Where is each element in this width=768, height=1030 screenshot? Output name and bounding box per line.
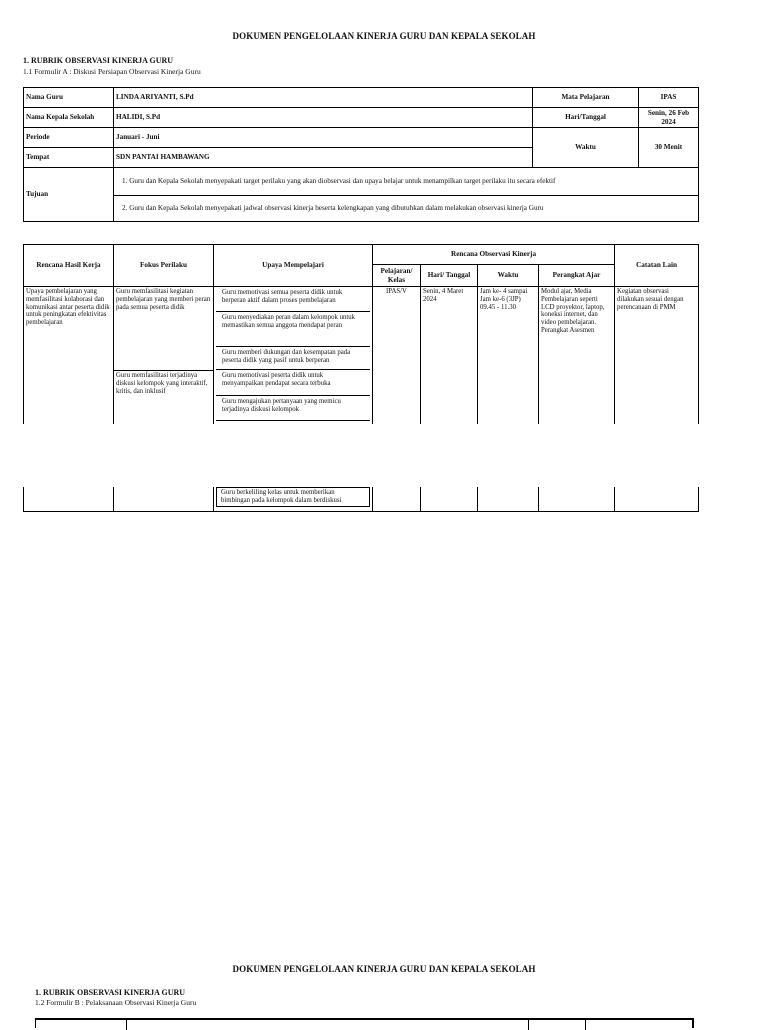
mapel-label: Mata Pelajaran — [533, 88, 639, 108]
tujuan-item-2: 2. Guru dan Kepala Sekolah menyepakati jadwal observasi kinerja beserta kelengkapan yang dibutuhkan dalam melakukan observasi kinerja Guru — [114, 196, 699, 222]
header-fokus: Fokus Perilaku — [114, 245, 214, 287]
hari-label: Hari/Tanggal — [533, 108, 639, 128]
header-perangkat: Perangkat Ajar — [539, 265, 615, 287]
nama-guru-value: LINDA ARIYANTI, S.Pd — [114, 88, 533, 108]
upaya-item-1: Guru memotivasi semua peserta didik untuk berperan aktif dalam proses pembelajaran — [216, 287, 370, 312]
upaya-item-4: Guru memotivasi peserta didik untuk menyampaikan pendapat secara terbuka — [216, 370, 370, 396]
fokus-item-2: Guru memfasilitasi terjadinya diskusi kelompok yang interaktif, kritis, dan inklusif — [116, 372, 208, 395]
perangkat-cell: Modul ajar, Media Pembelajaran seperti LCD proyektor, laptop, koneksi internet, dan video pembelajaran. Perangkat Asesmen — [539, 287, 615, 424]
kepala-value: HALIDI, S.Pd — [114, 108, 533, 128]
document-title: DOKUMEN PENGELOLAAN KINERJA GURU DAN KEPALA SEKOLAH — [232, 31, 536, 41]
section-heading-page2: 1. RUBRIK OBSERVASI KINERJA GURU — [35, 988, 186, 997]
subsection-heading: 1.1 Formulir A : Diskusi Persiapan Observasi Kinerja Guru — [23, 67, 201, 76]
header-waktu: Waktu — [478, 265, 539, 287]
upaya-item-5: Guru mengajukan pertanyaan yang memicu terjadinya diskusi kelompok — [216, 396, 370, 421]
kepala-label: Nama Kepala Sekolah — [24, 108, 114, 128]
upaya-item-3: Guru memberi dukungan dan kesempatan pada peserta didik yang pasif untuk berperan — [216, 347, 370, 370]
header-hari: Hari/ Tanggal — [421, 265, 478, 287]
info-table — [23, 87, 699, 222]
waktu-label: Waktu — [533, 128, 639, 168]
hari-cell: Senin, 4 Maret 2024 — [421, 287, 478, 424]
observation-plan-continuation — [23, 487, 699, 512]
header-upaya: Upaya Mempelajari — [214, 245, 373, 287]
periode-label: Periode — [24, 128, 114, 148]
observation-plan-table — [23, 244, 699, 424]
tempat-label: Tempat — [24, 148, 114, 168]
header-rencana-hasil: Rencana Hasil Kerja — [24, 245, 114, 287]
tujuan-label: Tujuan — [24, 168, 114, 222]
header-rencana-observasi: Rencana Observasi Kinerja — [373, 245, 615, 265]
header-catatan: Catatan Lain — [615, 245, 699, 287]
subsection-heading-page2: 1.2 Formulir B : Pelaksanaan Observasi Kinerja Guru — [35, 998, 197, 1007]
upaya-cell — [214, 287, 373, 424]
hari-value: Senin, 26 Feb 2024 — [639, 108, 699, 128]
fokus-item-1: Guru memfasilitasi kegiatan pembelajaran yang memberi peran pada semua peserta didik — [114, 287, 213, 371]
waktu-cell: Jam ke- 4 sampai Jam ke-6 (3JP) 09.45 - 11.30 — [478, 287, 539, 424]
catatan-cell: Kegiatan observasi dilakukan sesuai dengan perencanaan di PMM — [615, 287, 699, 424]
document-title-page2: DOKUMEN PENGELOLAAN KINERJA GURU DAN KEPALA SEKOLAH — [232, 964, 536, 974]
rencana-hasil-cell: Upaya pembelajaran yang memfasilitasi kolaborasi dan komunikasi antar peserta didik untuk peningkatan efektivitas pembelajaran — [24, 287, 114, 424]
form-b-table-top — [35, 1018, 694, 1028]
upaya-item-2: Guru menyediakan peran dalam kelompok untuk memastikan semua anggota mendapat peran — [216, 312, 370, 347]
periode-value: Januari - Juni — [114, 128, 533, 148]
waktu-value: 30 Menit — [639, 128, 699, 168]
tempat-value: SDN PANTAI HAMBAWANG — [114, 148, 533, 168]
section-heading: 1. RUBRIK OBSERVASI KINERJA GURU — [23, 56, 174, 65]
pelajaran-cell: IPAS/V — [373, 287, 421, 424]
nama-guru-label: Nama Guru — [24, 88, 114, 108]
mapel-value: IPAS — [639, 88, 699, 108]
tujuan-item-1: 1. Guru dan Kepala Sekolah menyepakati target perilaku yang akan diobservasi dan upaya belajar untuk menampilkan target perilaku itu secara efektif — [114, 168, 699, 196]
header-pelajaran: Pelajaran/ Kelas — [373, 265, 421, 287]
upaya-item-6: Guru berkeliling kelas untuk memberikan bimbingan pada kelompok dalam berdiskusi — [216, 487, 370, 507]
fokus-cell — [114, 287, 214, 424]
